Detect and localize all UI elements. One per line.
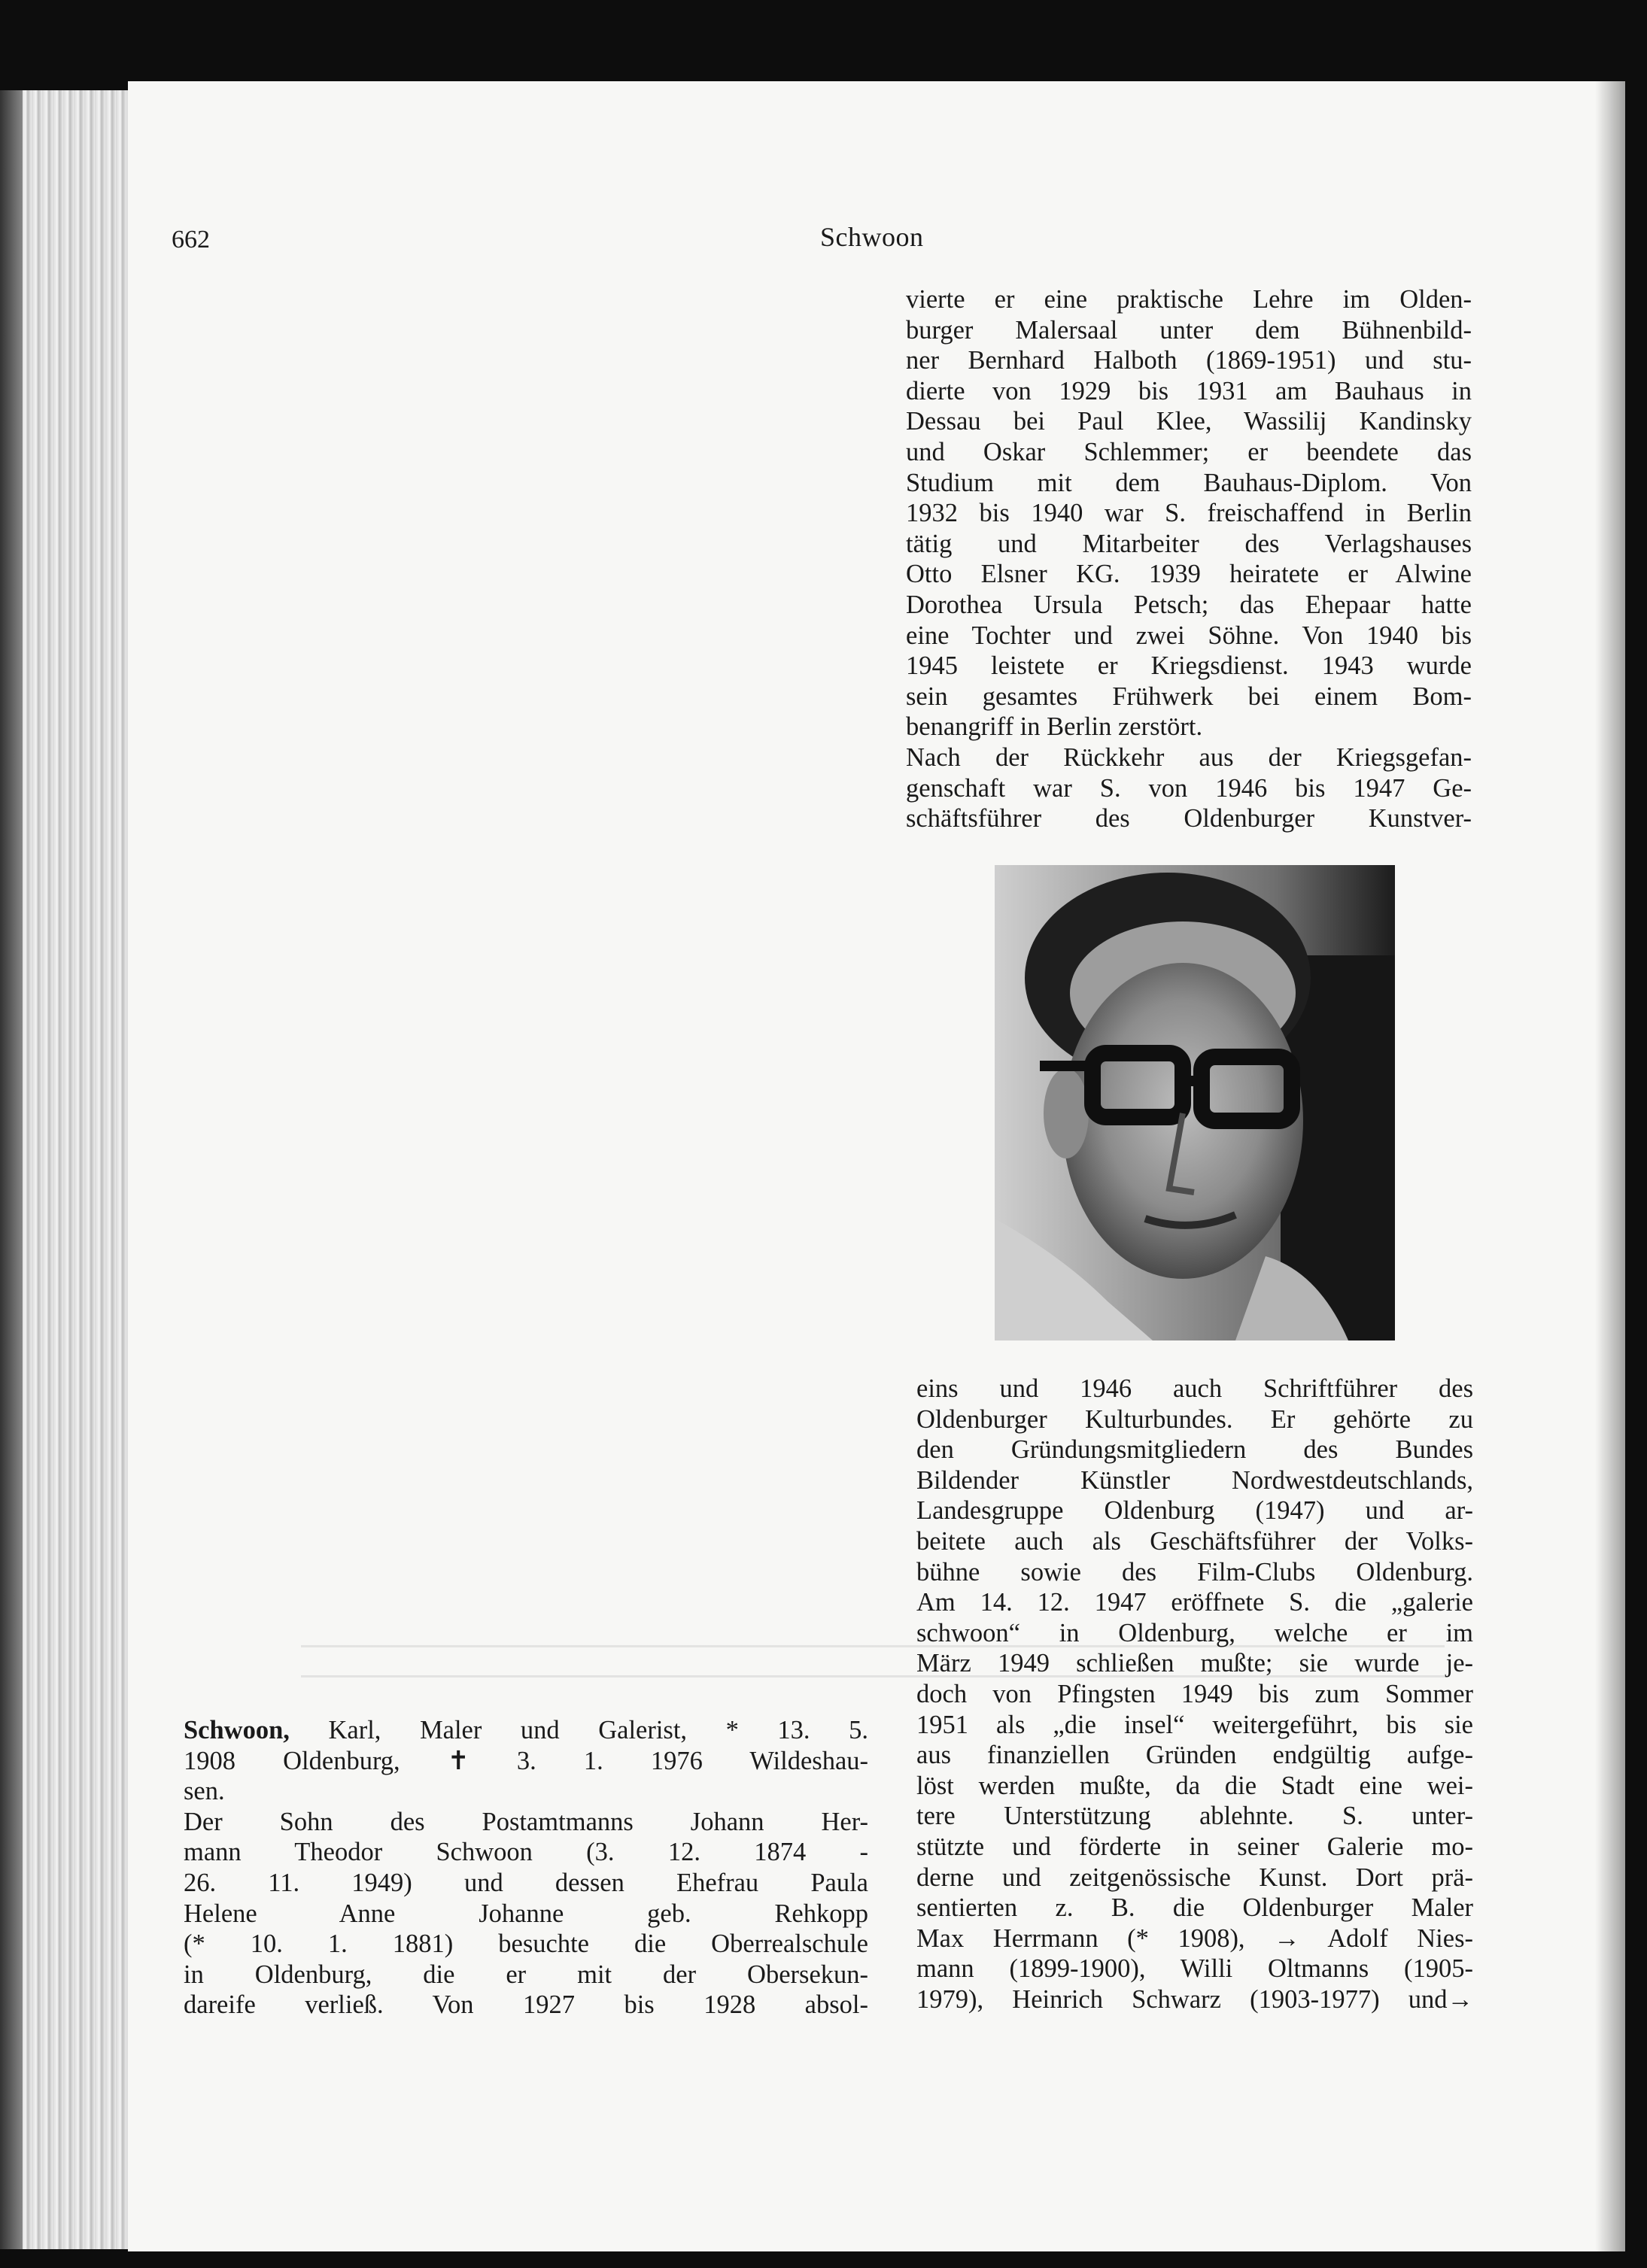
text-line: eine Tochter und zwei Söhne. Von 1940 bis — [906, 621, 1472, 650]
text-line: bühne sowie des Film-Clubs Oldenburg. — [916, 1557, 1473, 1586]
headword: Schwoon, — [184, 1716, 290, 1744]
text-line: derne und zeitgenössische Kunst. Dort prä- — [916, 1863, 1473, 1892]
text-line: sein gesamtes Frühwerk bei einem Bom- — [906, 682, 1472, 711]
text-line: 1951 als „die insel“ weitergeführt, bis sie — [916, 1710, 1473, 1739]
portrait-illustration — [995, 865, 1395, 1340]
text-line: burger Malersaal unter dem Bühnenbild- — [906, 315, 1472, 345]
page-gutter-shadow — [1595, 81, 1625, 2251]
binding-shadow — [0, 90, 23, 2249]
headword-rest: Karl, Maler und Galerist, * 13. 5. — [289, 1716, 868, 1744]
text-line: Bildender Künstler Nordwestdeutschlands, — [916, 1465, 1473, 1495]
text-line: 1908 Oldenburg, ✝ 3. 1. 1976 Wildeshau- — [184, 1746, 868, 1775]
text-line: in Oldenburg, die er mit der Obersekun- — [184, 1960, 868, 1989]
text-line — [184, 1715, 868, 1746]
text-line: ner Bernhard Halboth (1869-1951) und stu- — [906, 346, 1472, 375]
text-line: tere Unterstützung ablehnte. S. unter- — [916, 1802, 1473, 1831]
right-column-bottom — [916, 1374, 1473, 2014]
text-line: Landesgruppe Oldenburg (1947) und ar- — [916, 1496, 1473, 1526]
text-line: 1932 bis 1940 war S. freischaffend in Berlin — [906, 499, 1472, 528]
text-line: Dessau bei Paul Klee, Wassilij Kandinsky — [906, 407, 1472, 436]
text-line: stützte und förderte in seiner Galerie mo- — [916, 1832, 1473, 1861]
text-line: mann (1899-1900), Willi Oltmanns (1905- — [916, 1954, 1473, 1984]
text-line: vierte er eine praktische Lehre im Olden- — [906, 285, 1472, 314]
text-line: Max Herrmann (* 1908), → Adolf Nies- — [916, 1923, 1473, 1953]
text-line: doch von Pfingsten 1949 bis zum Sommer — [916, 1679, 1473, 1708]
text-line: schwoon“ in Oldenburg, welche er im — [916, 1618, 1473, 1647]
text-line: Oldenburger Kulturbundes. Er gehörte zu — [916, 1404, 1473, 1434]
text-line: (* 10. 1. 1881) besuchte die Oberrealschule — [184, 1929, 868, 1959]
text-line: aus finanziellen Gründen endgültig aufge- — [916, 1741, 1473, 1770]
text-line: Helene Anne Johanne geb. Rehkopp — [184, 1899, 868, 1928]
text-line: löst werden mußte, da die Stadt eine wei- — [916, 1771, 1473, 1800]
text-line: sentierten z. B. die Oldenburger Maler — [916, 1893, 1473, 1923]
text-line: und Oskar Schlemmer; er beendete das — [906, 437, 1472, 466]
left-column — [184, 1715, 868, 2021]
text-line: tätig und Mitarbeiter des Verlagshauses — [906, 529, 1472, 558]
text-line: schäftsführer des Oldenburger Kunstver- — [906, 804, 1472, 833]
text-line: Dorothea Ursula Petsch; das Ehepaar hatte — [906, 590, 1472, 619]
text-line: dareife verließ. Von 1927 bis 1928 absol- — [184, 1990, 868, 2020]
text-line: Am 14. 12. 1947 eröffnete S. die „galerie — [916, 1588, 1473, 1617]
right-column-top — [906, 284, 1472, 834]
text-line: Studium mit dem Bauhaus-Diplom. Von — [906, 468, 1472, 497]
text-line: Otto Elsner KG. 1939 heiratete er Alwine — [906, 560, 1472, 589]
text-line: genschaft war S. von 1946 bis 1947 Ge- — [906, 773, 1472, 803]
text-line: Der Sohn des Postamtmanns Johann Her- — [184, 1807, 868, 1836]
text-line: 26. 11. 1949) und dessen Ehefrau Paula — [184, 1868, 868, 1897]
text-line: eins und 1946 auch Schriftführer des — [916, 1374, 1473, 1403]
text-line: benangriff in Berlin zerstört. — [906, 712, 1203, 742]
text-line: dierte von 1929 bis 1931 am Bauhaus in — [906, 376, 1472, 405]
text-line: mann Theodor Schwoon (3. 12. 1874 - — [184, 1838, 868, 1867]
text-line: März 1949 schließen mußte; sie wurde je- — [916, 1649, 1473, 1678]
portrait-photo — [995, 865, 1395, 1340]
text-line: beitete auch als Geschäftsführer der Volks- — [916, 1526, 1473, 1556]
running-head: Schwoon — [820, 222, 924, 252]
text-line: den Gründungsmitgliedern des Bundes — [916, 1435, 1473, 1465]
text-line: 1979), Heinrich Schwarz (1903-1977) und→ — [916, 1984, 1473, 2014]
text-line: 1945 leistete er Kriegsdienst. 1943 wurde — [906, 651, 1472, 681]
text-line: sen. — [184, 1777, 225, 1806]
text-line: Nach der Rückkehr aus der Kriegsgefan- — [906, 742, 1472, 772]
page-number: 662 — [172, 226, 210, 254]
